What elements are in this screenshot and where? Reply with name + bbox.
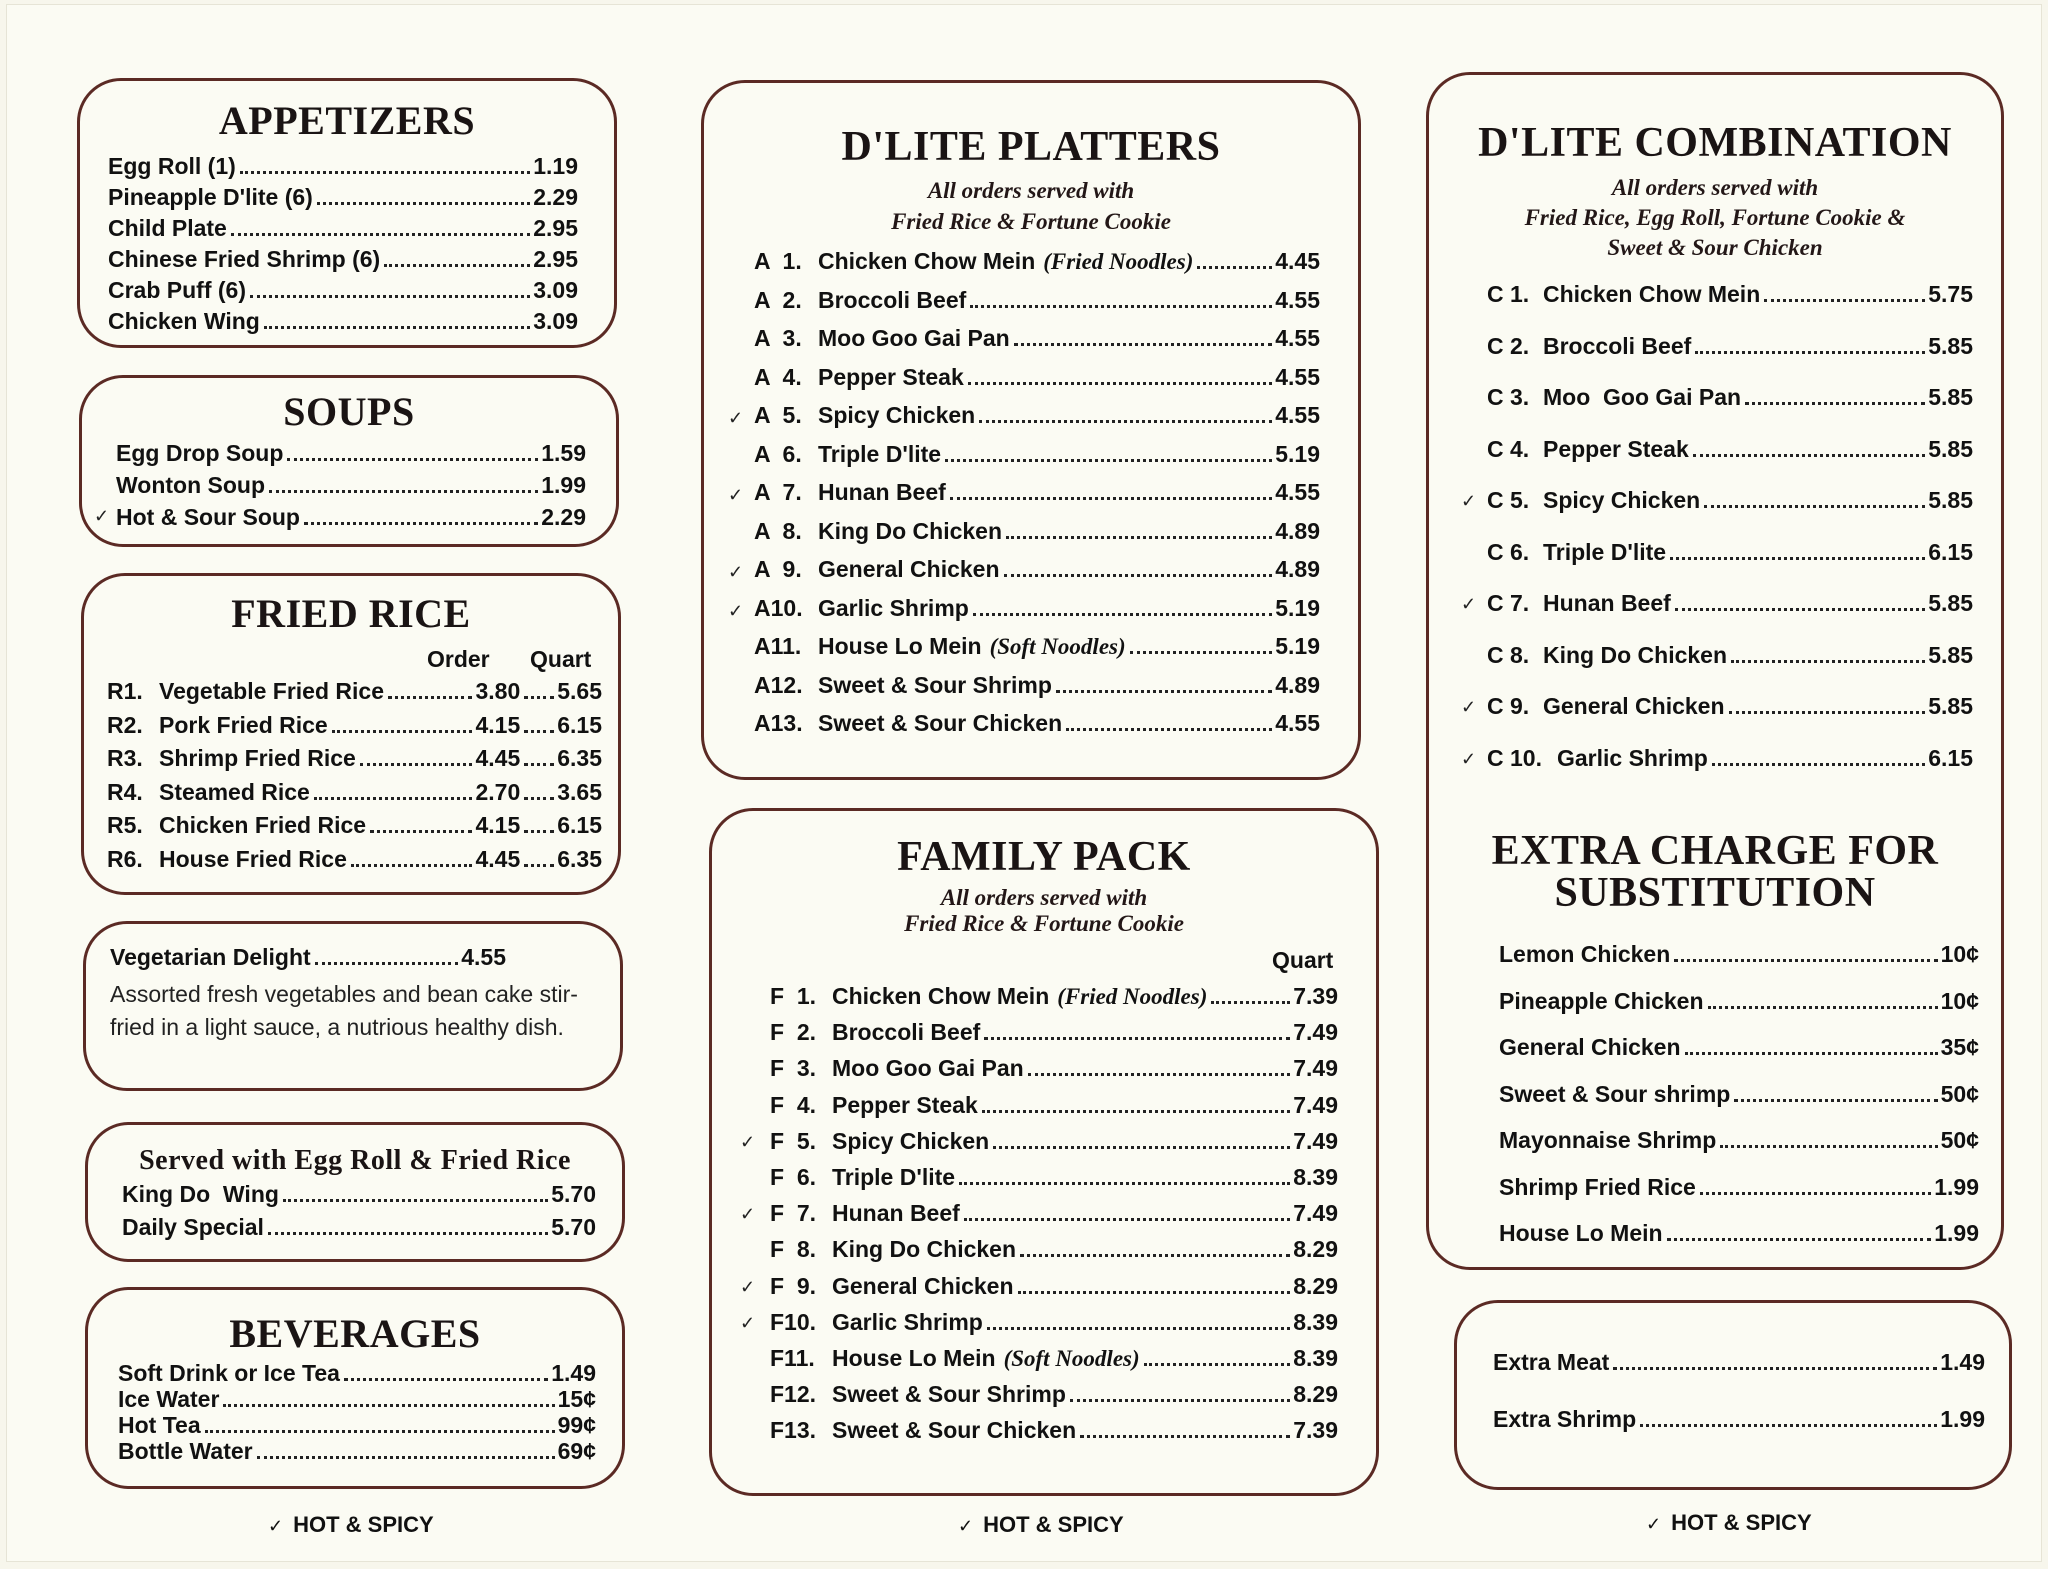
extras-list [1493,1349,1985,1463]
menu-item: F 2. Broccoli Beef 7.49 [770,1019,1338,1046]
menu-item: Lemon Chicken 10¢ [1499,941,1979,967]
menu-item: ✓ F 7. Hunan Beef 7.49 [740,1200,1338,1227]
menu-item: C 8. King Do Chicken 5.85 [1487,641,1973,668]
menu-item: Chinese Fried Shrimp (6) 2.95 [108,246,578,272]
menu-item: A11. House Lo Mein (Soft Noodles) 5.19 [754,633,1320,659]
menu-item: Egg Drop Soup 1.59 [116,440,586,466]
menu-item: ✓ C 10. Garlic Shrimp 6.15 [1461,744,1973,771]
menu-item: ✓ F 5. Spicy Chicken 7.49 [740,1127,1338,1154]
combination-subtitle-2: Fried Rice, Egg Roll, Fortune Cookie & [1524,205,1906,230]
menu-item: Chicken Wing 3.09 [108,308,578,334]
family-pack-title: FAMILY PACK [897,834,1191,880]
menu-item: Hot Tea 99¢ [118,1412,596,1438]
specials-list [122,1181,596,1247]
soups-list [94,440,586,536]
menu-item: F 6. Triple D'lite 8.39 [770,1163,1338,1190]
platters-subtitle-1: All orders served with [927,178,1135,203]
beverages-title: BEVERAGES [229,1311,481,1356]
pepper-mark-icon: ✓ [1646,1514,1662,1534]
menu-item: ✓ C 9. General Chicken 5.85 [1461,693,1973,719]
menu-item: Soft Drink or Ice Tea 1.49 [118,1360,596,1386]
menu-item: Extra Shrimp 1.99 [1493,1406,1985,1432]
family-pack-section [709,808,1379,1496]
menu-item: F 4. Pepper Steak 7.49 [770,1091,1338,1118]
menu-item: R1. Vegetable Fried Rice 3.80 5.65 [107,678,602,704]
menu-item: ✓ F10. Garlic Shrimp 8.39 [740,1308,1338,1335]
menu-item: F11. House Lo Mein (Soft Noodles) 8.39 [770,1344,1338,1371]
menu-item: Mayonnaise Shrimp 50¢ [1499,1127,1979,1153]
menu-item: C 4. Pepper Steak 5.85 [1487,435,1973,462]
menu-item: F 8. King Do Chicken 8.29 [770,1236,1338,1263]
menu-item: Ice Water 15¢ [118,1386,596,1412]
menu-item: ✓ A 5. Spicy Chicken 4.55 [728,402,1320,428]
soups-section [79,375,619,547]
menu-item: ✓ A 9. General Chicken 4.89 [728,556,1320,582]
menu-item: House Lo Mein 1.99 [1499,1220,1979,1246]
menu-item: A 4. Pepper Steak 4.55 [754,363,1320,390]
menu-item: Pineapple D'lite (6) 2.29 [108,184,578,210]
pepper-mark-icon: ✓ [740,1312,756,1333]
substitution-title-2: SUBSTITUTION [1554,870,1876,916]
menu-item: Shrimp Fried Rice 1.99 [1499,1173,1979,1200]
soups-title: SOUPS [283,389,415,434]
menu-item: ✓ Hot & Sour Soup 2.29 [94,504,586,530]
menu-item: C 6. Triple D'lite 6.15 [1487,538,1973,565]
menu-item: Pineapple Chicken 10¢ [1499,987,1979,1014]
menu-item: General Chicken 35¢ [1499,1034,1979,1060]
menu-item: Daily Special 5.70 [122,1214,596,1240]
pepper-mark-icon: ✓ [728,562,744,582]
pepper-mark-icon: ✓ [740,1131,756,1152]
menu-item: C 3. Moo Goo Gai Pan 5.85 [1487,384,1973,410]
menu-item: R2. Pork Fried Rice 4.15 6.15 [107,711,602,738]
combination-section [1426,72,2004,1270]
pepper-mark-icon: ✓ [728,600,744,621]
vegetarian-item: Vegetarian Delight 4.55 [110,944,506,970]
menu-item: F12. Sweet & Sour Shrimp 8.29 [770,1381,1338,1408]
specials-section [85,1122,625,1262]
menu-item: A 8. King Do Chicken 4.89 [754,517,1320,544]
extras-section [1454,1300,2012,1490]
vegetarian-description: Assorted fresh vegetables and bean cake stir-fried in a light sauce, a nutrious healthy dish. [110,981,578,1040]
pepper-mark-icon: ✓ [728,485,744,505]
menu-item: A 3. Moo Goo Gai Pan 4.55 [754,325,1320,351]
hot-spicy-legend: ✓ HOT & SPICY [1646,1510,1812,1535]
menu-item: A 6. Triple D'lite 5.19 [754,440,1320,467]
family-pack-list [740,983,1338,1453]
appetizers-section [77,78,617,348]
menu-item: ✓ F 9. General Chicken 8.29 [740,1272,1338,1299]
hot-spicy-legend: ✓ HOT & SPICY [958,1512,1124,1537]
menu-item: King Do Wing 5.70 [122,1181,596,1207]
menu-item: A 1. Chicken Chow Mein (Fried Noodles) 4.45 [754,248,1320,274]
menu-item: ✓ A10. Garlic Shrimp 5.19 [728,594,1320,621]
menu-item: Egg Roll (1) 1.19 [108,153,578,179]
pepper-mark-icon: ✓ [728,408,744,428]
menu-item: C 1. Chicken Chow Mein 5.75 [1487,281,1973,307]
fried-rice-list [107,678,602,879]
menu-item: Child Plate 2.95 [108,215,578,241]
menu-item: ✓ A 7. Hunan Beef 4.55 [728,479,1320,505]
family-pack-subtitle-1: All orders served with [940,885,1148,910]
menu-item: ✓ C 7. Hunan Beef 5.85 [1461,590,1973,616]
combination-subtitle-3: Sweet & Sour Chicken [1607,235,1823,260]
appetizers-title: APPETIZERS [218,98,476,143]
menu-item: R3. Shrimp Fried Rice 4.45 6.35 [107,745,602,771]
menu-item: ✓ C 5. Spicy Chicken 5.85 [1461,487,1973,513]
appetizers-list [108,153,578,339]
pepper-mark-icon: ✓ [958,1516,974,1536]
pepper-mark-icon: ✓ [740,1276,756,1297]
menu-item: F13. Sweet & Sour Chicken 7.39 [770,1417,1338,1444]
pepper-mark-icon: ✓ [1461,594,1477,614]
menu-item: R4. Steamed Rice 2.70 3.65 [107,778,602,805]
pepper-mark-icon: ✓ [94,506,110,526]
pepper-mark-icon: ✓ [268,1516,284,1536]
beverages-list [118,1360,596,1464]
platters-list [728,248,1320,749]
specials-title: Served with Egg Roll & Fried Rice [139,1145,571,1176]
menu-item: Crab Puff (6) 3.09 [108,277,578,303]
menu-item: R6. House Fried Rice 4.45 6.35 [107,845,602,872]
menu-item: C 2. Broccoli Beef 5.85 [1487,332,1973,359]
combination-list [1461,281,1973,796]
fried-rice-col-order: Order [427,646,490,672]
beverages-section [85,1287,625,1489]
pepper-mark-icon: ✓ [740,1204,756,1225]
menu-item: F 1. Chicken Chow Mein (Fried Noodles) 7.39 [770,983,1338,1009]
platters-section [701,80,1361,780]
hot-spicy-legend: ✓ HOT & SPICY [268,1512,434,1537]
family-pack-subtitle-2: Fried Rice & Fortune Cookie [904,911,1184,936]
pepper-mark-icon: ✓ [1461,697,1477,717]
pepper-mark-icon: ✓ [1461,748,1477,769]
family-pack-col-quart: Quart [1272,947,1334,973]
pepper-mark-icon: ✓ [1461,491,1477,511]
menu-item: Sweet & Sour shrimp 50¢ [1499,1080,1979,1107]
vegetarian-section [83,921,623,1091]
substitution-title-1: EXTRA CHARGE FOR [1491,828,1939,874]
fried-rice-section [81,573,621,895]
menu-item: F 3. Moo Goo Gai Pan 7.49 [770,1055,1338,1082]
combination-title: D'LITE COMBINATION [1478,120,1952,166]
menu-item: A 2. Broccoli Beef 4.55 [754,286,1320,313]
substitution-list [1499,941,1979,1267]
menu-item: Extra Meat 1.49 [1493,1349,1985,1375]
menu-item: Bottle Water 69¢ [118,1438,596,1464]
menu-page [6,4,2042,1562]
menu-item: Wonton Soup 1.99 [116,472,586,498]
menu-item: A12. Sweet & Sour Shrimp 4.89 [754,671,1320,698]
menu-item: A13. Sweet & Sour Chicken 4.55 [754,710,1320,736]
fried-rice-col-quart: Quart [530,646,592,672]
combination-subtitle-1: All orders served with [1611,175,1819,200]
platters-subtitle-2: Fried Rice & Fortune Cookie [891,209,1171,234]
fried-rice-title: FRIED RICE [231,591,471,636]
platters-title: D'LITE PLATTERS [841,124,1221,170]
menu-item: R5. Chicken Fried Rice 4.15 6.15 [107,812,602,838]
